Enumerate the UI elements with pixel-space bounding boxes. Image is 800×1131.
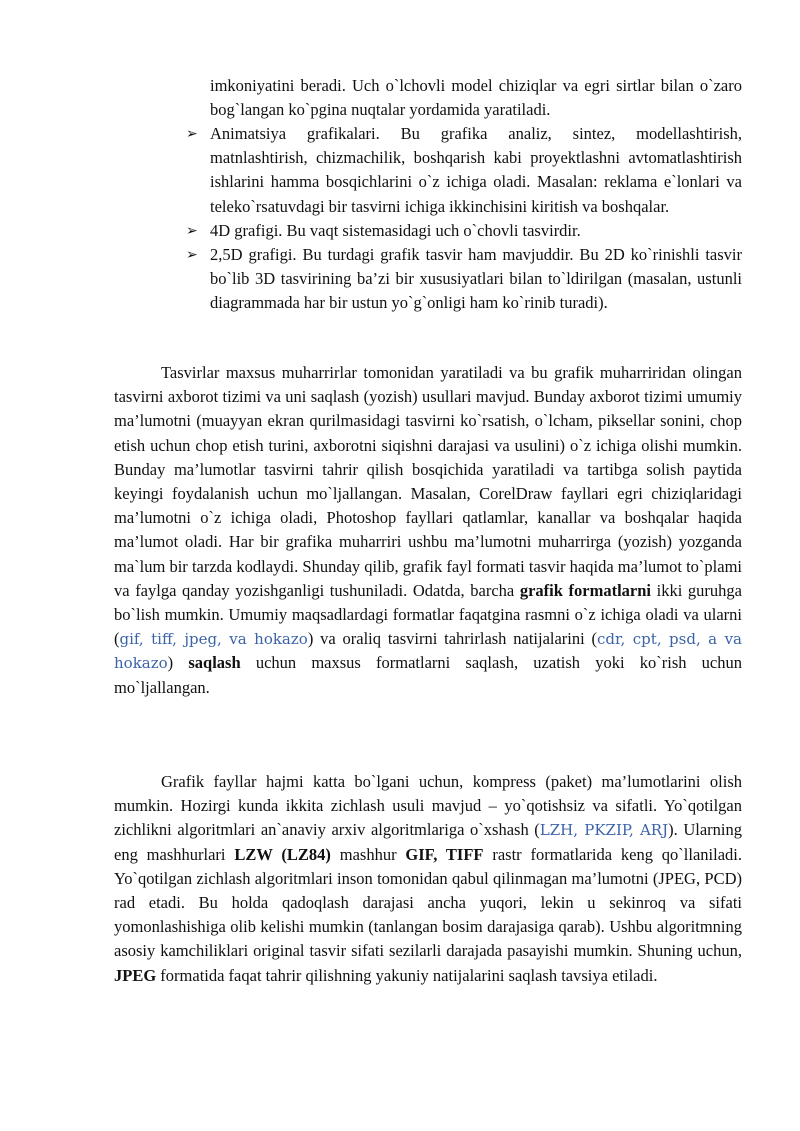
bold-term: JPEG: [114, 965, 157, 985]
bullet-list: [186, 122, 742, 316]
bullet-item-4d: [186, 219, 742, 243]
text-run: rastr formatlarida keng qo`llaniladi. Yo`qotilgan zichlash algoritmlari inson tomonidan qabul qilinmagan ma’lumotni (JPEG, PCD) rad etadi. Bu holda qadoqlash darajasi ancha yuqori, lekin u sekinroq va sifati yomonlashishiga olib kelishi mumkin (tanlangan bosim darajasiga qarab). Ushbu algoritmning asosiy kamchiliklari original tasvir sifati sezilarli darajada pasayishi mumkin. Shuning uchun,: [114, 844, 742, 961]
text-run: uchun maxsus formatlarni saqlash, uzatish yoki ko`rish uchun mo`ljallangan.: [114, 653, 742, 697]
bullet-text: Animatsiya grafikalari. Bu grafika analiz, sintez, modellashtirish, matnlashtirish, chizmachilik, boshqarish kabi proyektlashni avtomatlashtirish ishlarini hamma bosqichlarini o`z ichiga oladi. Masalan: reklama e`lonlari va teleko`rsatuvdagi bir tasvirni ichiga ikkinchisini kiritish va boshqalar.: [210, 124, 742, 216]
paragraph-formats: [114, 361, 742, 700]
text-run: ). Ularning eng mashhurlari: [114, 820, 742, 864]
paragraph-compression: [114, 770, 742, 988]
arrow-bullet-icon: ➢: [186, 222, 198, 239]
bullet-text: 4D grafigi. Bu vaqt sistemasidagi uch o`chovli tasvirdir.: [210, 220, 581, 240]
format-examples: gif, tiff, jpeg, va hokazo: [119, 630, 308, 649]
format-examples: cdr, cpt, psd, a va hokazo: [114, 630, 742, 673]
continuation-text: imkoniyatini beradi. Uch o`lchovli model chiziqlar va egri sirtlar bilan o`zaro bog`langan ko`pgina nuqtalar yordamida yaratiladi.: [210, 76, 742, 120]
bullet-text: 2,5D grafigi. Bu turdagi grafik tasvir ham mavjuddir. Bu 2D ko`rinishli tasvir bo`lib 3D tasvirining ba’zi bir xususiyatlari bilan to`ldirilgan (masalan, ustunli diagrammada har bir ustun yo`g`onligi ham ko`rinib turadi).: [210, 245, 742, 313]
text-run: formatida faqat tahrir qilishning yakuniy natijalarini saqlash tavsiya etiladi.: [156, 965, 658, 985]
bold-term: grafik formatlarni: [519, 580, 652, 600]
bold-term: GIF, TIFF: [405, 844, 484, 864]
text-run: Tasvirlar maxsus muharrirlar tomonidan yaratiladi va bu grafik muharriridan olingan tasvirni axborot tizimi va uni saqlash (yozish) usullari mavjud. Bunday axborot tizimi umumiy ma’lumotni (muayyan ekran qurilmasidagi tasvirni ko`rsatish, o`lcham, piksellar sonini, chop etish uchun chop etish turini, axborotni siqishni darajasi va usulini) o`z ichiga olishi mumkin. Bunday ma’lumotlar tasvirni tahrir qilish bosqichida yaratiladi va tartibga solish paytida keyingi foydalanish uchun mo`ljallangan. Masalan, CorelDraw fayllari egri chiziqlaridagi ma’lumotni o`z ichiga oladi, Photoshop fayllari qatlamlar, kanallar va boshqalar haqida ma’lumot oladi. Har bir grafika muharriri ushbu ma’lumotni muharrirga (yozish) yozganda ma`lum bir tarzda kodlaydi. Shunday qilib, grafik fayl formati tasvir haqida ma’lumot to`plami va faylga qanday yozishganligi tushuniladi. Odatda, barcha: [114, 363, 742, 600]
arrow-bullet-icon: ➢: [186, 247, 198, 264]
archive-examples: LZH, PKZIP, ARJ: [539, 821, 669, 840]
text-run: ) va oraliq tasvirni tahrirlash natijalarini (: [307, 629, 598, 649]
text-run: Grafik fayllar hajmi katta bo`lgani uchun, kompress (paket) ma’lumotlarini olish mumkin. Hozirgi kunda ikkita zichlash usuli mavjud – yo`qotishsiz va sifatli. Yo`qotilgan zichlikni algoritmlari an`anaviy arxiv algoritmlariga o`xshash (: [114, 772, 742, 840]
text-run: mashhur: [330, 844, 406, 864]
bold-term: LZW (LZ84): [234, 844, 331, 864]
bullet-item-2-5d: [186, 243, 742, 316]
text-run: ikki guruhga bo`lish mumkin. Umumiy maqsadlardagi formatlar faqatgina rasmni o`z ichiga oladi va ularni (: [114, 580, 742, 649]
bold-term: saqlash: [188, 653, 241, 673]
text-run: ): [167, 653, 189, 673]
bullet-item-animation: [186, 122, 742, 219]
arrow-bullet-icon: ➢: [186, 126, 198, 142]
